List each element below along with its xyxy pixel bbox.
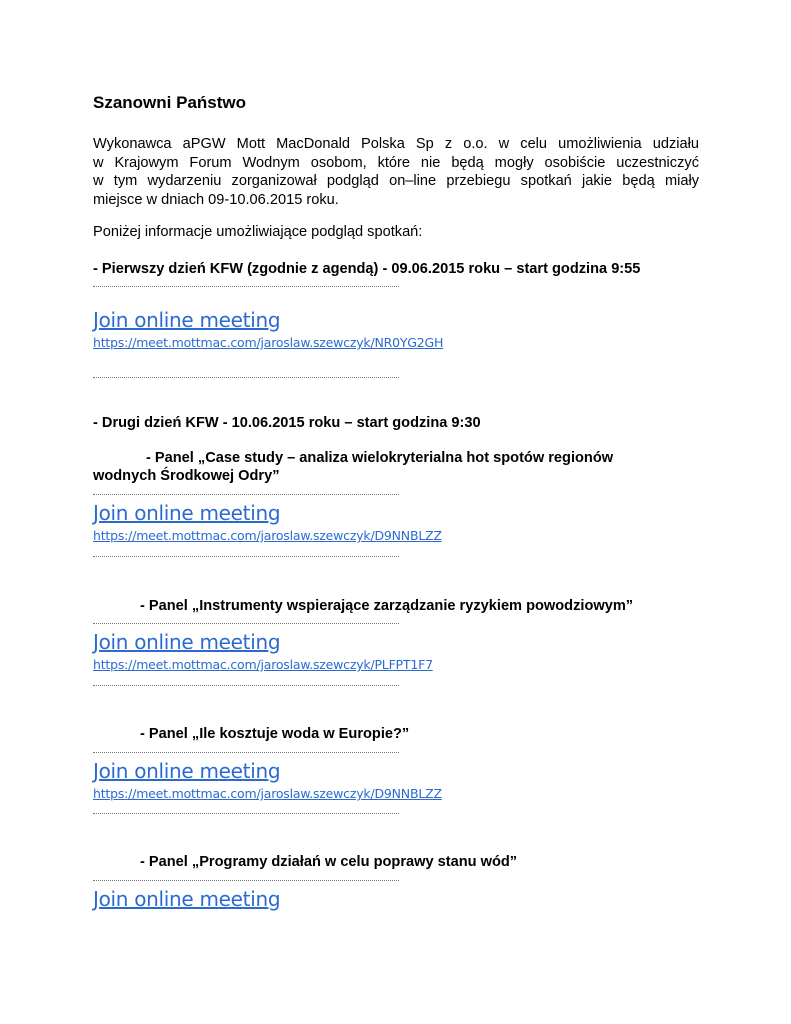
meeting-url-day1[interactable]: https://meet.mottmac.com/jaroslaw.szewczyk/NR0YG2GH	[93, 335, 444, 350]
dotted-divider	[93, 377, 399, 378]
panel1-title-line1: - Panel „Case study – analiza wielokryterialna hot spotów regionów	[146, 450, 614, 466]
day1-heading: - Pierwszy dzień KFW (zgodnie z agendą) - 09.06.2015 roku – start godzina 9:55	[93, 261, 641, 277]
panel4-title: - Panel „Programy działań w celu poprawy stanu wód”	[140, 854, 518, 870]
letter-heading: Szanowni Państwo	[93, 93, 247, 112]
join-meeting-link-day1[interactable]: Join online meeting	[93, 308, 281, 332]
dotted-divider	[93, 685, 399, 686]
paragraph-line: Wykonawca aPGW Mott MacDonald Polska Sp z o.o. w celu umożliwienia udziału	[93, 136, 699, 152]
join-meeting-link-panel4[interactable]: Join online meeting	[93, 887, 281, 911]
intro-paragraph	[93, 135, 699, 210]
join-meeting-link-panel1[interactable]: Join online meeting	[93, 501, 281, 525]
dotted-divider	[93, 623, 399, 624]
dotted-divider	[93, 880, 399, 881]
dotted-divider	[93, 813, 399, 814]
paragraph-line: w tym wydarzeniu zorganizował podgląd on–line przebiegu spotkań jakie będą miały	[93, 173, 699, 190]
paragraph-line: miejsce w dniach 09-10.06.2015 roku.	[93, 192, 339, 209]
panel1-title-line2: wodnych Środkowej Odry”	[93, 468, 280, 484]
meeting-url-panel3[interactable]: https://meet.mottmac.com/jaroslaw.szewczyk/D9NNBLZZ	[93, 786, 442, 801]
day2-heading: - Drugi dzień KFW - 10.06.2015 roku – start godzina 9:30	[93, 415, 481, 431]
dotted-divider	[93, 752, 399, 753]
join-meeting-link-panel3[interactable]: Join online meeting	[93, 759, 281, 783]
dotted-divider	[93, 494, 399, 495]
join-meeting-link-panel2[interactable]: Join online meeting	[93, 630, 281, 654]
paragraph-line: w Krajowym Forum Wodnym osobom, które nie będą mogły osobiście uczestniczyć	[93, 154, 699, 171]
meeting-url-panel1[interactable]: https://meet.mottmac.com/jaroslaw.szewczyk/D9NNBLZZ	[93, 528, 442, 543]
panel3-title: - Panel „Ile kosztuje woda w Europie?”	[140, 726, 410, 742]
dotted-divider	[93, 556, 399, 557]
info-intro: Poniżej informacje umożliwiające podgląd spotkań:	[93, 224, 423, 240]
panel2-title: - Panel „Instrumenty wspierające zarządzanie ryzykiem powodziowym”	[140, 598, 634, 614]
meeting-url-panel2[interactable]: https://meet.mottmac.com/jaroslaw.szewczyk/PLFPT1F7	[93, 657, 433, 672]
dotted-divider	[93, 286, 399, 287]
